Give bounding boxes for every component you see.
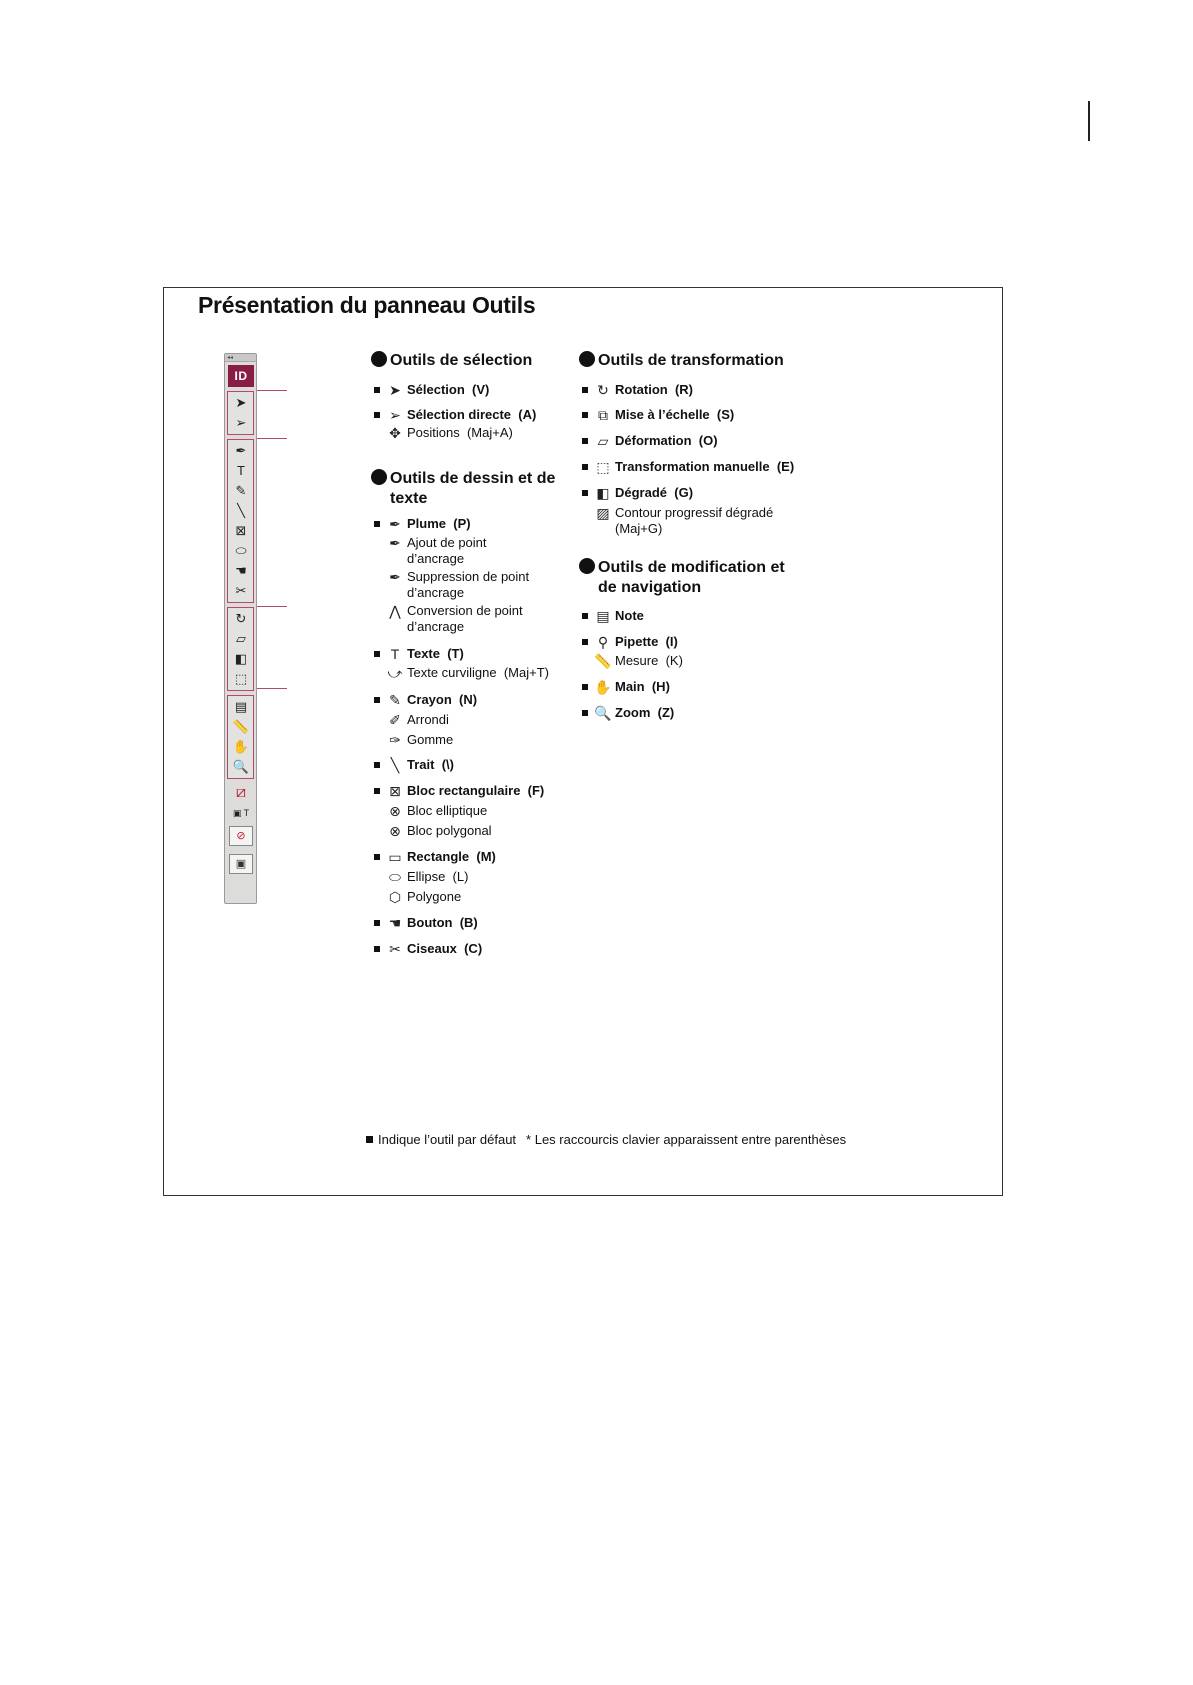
tool-label: Ajout de point [407,535,487,550]
pencil-icon[interactable]: ✎ [235,483,247,498]
default-tool-bullet [374,946,380,952]
pencil-icon: ✎ [389,692,401,708]
tool-shortcut: (Maj+T) [496,665,549,680]
default-tool-bullet [582,684,588,690]
tool-label: Bloc rectangulaire (F) [407,783,545,798]
type-on-path-icon: ⤻ [387,665,403,681]
tool-label: Pipette (I) [615,634,678,649]
tool-shortcut: (V) [464,382,490,397]
shear-icon: ▱ [597,433,609,449]
section-title-transform: Outils de transformation [579,351,784,371]
default-tool-bullet [582,438,588,444]
free-transform-icon[interactable]: ⬚ [234,671,248,686]
tool-label: Contour progressif dégradé [615,505,774,520]
toolbar-group-selection [227,391,254,435]
default-tool-bullet [374,762,380,768]
default-tool-square-icon [366,1136,373,1143]
scissors-icon[interactable]: ✂ [235,583,247,598]
gradient-feather-icon: ▨ [596,505,610,521]
direct-selection-arrow-icon: ➢ [389,407,401,423]
tool-label: Suppression de point [407,569,530,584]
callout-line-selection [257,390,287,391]
tool-label: Bloc elliptique [407,803,488,818]
tool-label: Note [615,608,644,623]
polygon-frame-icon: ⊗ [389,823,401,839]
line-icon[interactable]: ╲ [237,503,245,518]
tools-panel [224,353,257,904]
tools-panel-figure [163,287,1003,1196]
rectangle-icon: ▭ [388,849,402,865]
tool-shortcut: (F) [520,783,545,798]
default-tool-bullet [374,387,380,393]
erase-icon: ✑ [389,732,401,748]
scissors-icon: ✂ [389,941,401,957]
toolbar-group-drawing [227,439,254,603]
tool-shortcut: (O) [691,433,718,448]
tool-label-continued: d’ancrage [407,619,465,634]
default-tool-bullet [582,490,588,496]
callout-line-drawing [257,438,287,439]
free-transform-icon: ⬚ [596,459,610,475]
callout-line-navigation [257,688,287,689]
default-tool-bullet [582,639,588,645]
tool-label: Crayon (N) [407,692,478,707]
measure-icon[interactable]: 📏 [232,719,250,734]
tool-label: Plume (P) [407,516,471,531]
ellipse-icon[interactable]: ⬭ [235,543,247,558]
type-icon: T [390,646,400,662]
rotate-icon[interactable]: ↻ [235,611,247,626]
tool-shortcut: (M) [469,849,496,864]
rotate-icon: ↻ [597,382,609,398]
default-tool-bullet [582,613,588,619]
tool-shortcut: (B) [452,915,478,930]
tool-shortcut: (P) [446,516,471,531]
section-title-navigation: Outils de modification et de navigation [579,558,785,598]
ellipse-icon: ⬭ [389,869,401,885]
figure-title: Présentation du panneau Outils [198,292,536,318]
tool-label: Rotation (R) [615,382,693,397]
tool-label: Texte curviligne (Maj+T) [407,665,549,680]
tool-shortcut: (K) [658,653,683,668]
pen-icon: ✒ [389,516,401,532]
default-tool-bullet [374,788,380,794]
tool-label: Ellipse (L) [407,869,469,884]
tool-label: Ciseaux (C) [407,941,483,956]
eyedropper-icon: ⚲ [597,634,609,650]
legend-footnote: Indique l’outil par défaut * Les raccourcis clavier apparaissent entre parenthèses [366,1132,846,1147]
rectangle-frame-icon: ⊠ [389,783,401,799]
tool-label: Déformation (O) [615,433,718,448]
tool-shortcut: (Maj+A) [459,425,513,440]
button-icon: ☚ [388,915,402,931]
tool-label: Dégradé (G) [615,485,694,500]
screen-mode-icon[interactable]: ▣ [229,854,253,874]
default-tool-bullet [582,710,588,716]
delete-anchor-point-icon: ✒ [389,569,401,585]
zoom-icon: 🔍 [594,705,612,721]
hand-icon[interactable]: ✋ [232,739,250,754]
tool-shortcut: (G) [667,485,694,500]
convert-anchor-point-icon: ⋀ [389,603,401,619]
tool-shortcut: (A) [511,407,537,422]
page-edge-marker [1088,101,1090,141]
tool-label: Rectangle (M) [407,849,496,864]
polygon-icon: ⬡ [388,889,402,905]
section-title-drawing: Outils de dessin et de texte [371,469,555,509]
default-tool-bullet [374,697,380,703]
apply-none-icon[interactable]: ⊘ [229,826,253,846]
section-bullet [579,558,595,574]
default-tool-bullet [374,521,380,527]
tool-shortcut: (Z) [650,705,675,720]
callout-line-transform [257,606,287,607]
tool-label: Bloc polygonal [407,823,492,838]
toolbar-group-transform [227,607,254,691]
tool-shortcut: (E) [769,459,795,474]
section-title-selection: Outils de sélection [371,351,532,371]
default-tool-bullet [374,854,380,860]
tool-shortcut: (R) [667,382,693,397]
position-icon: ✥ [389,425,401,441]
note-icon: ▤ [596,608,610,624]
section-bullet [579,351,595,367]
button-icon[interactable]: ☚ [235,563,247,578]
tool-label: Mise à l’échelle (S) [615,407,735,422]
direct-selection-arrow-icon[interactable]: ➢ [235,415,247,430]
tool-shortcut: (H) [644,679,670,694]
default-tool-bullet [374,651,380,657]
panel-grip[interactable]: ◂◂ [225,354,256,362]
default-tool-bullet [374,920,380,926]
default-tool-bullet [582,412,588,418]
ellipse-frame-icon: ⊗ [389,803,401,819]
tool-label: Mesure (K) [615,653,683,668]
default-tool-bullet [374,412,380,418]
selection-arrow-icon[interactable]: ➤ [235,395,247,410]
tool-label: Polygone [407,889,462,904]
tool-label-continued: d’ancrage [407,551,465,566]
tool-label: Gomme [407,732,454,747]
add-anchor-point-icon: ✒ [389,535,401,551]
tool-label: Bouton (B) [407,915,478,930]
gradient-icon[interactable]: ◧ [234,651,248,666]
shear-icon[interactable]: ▱ [236,631,246,646]
tool-shortcut: (C) [456,941,483,956]
tool-label: Sélection (V) [407,382,490,397]
tool-shortcut: (S) [709,407,735,422]
tool-shortcut: (L) [445,869,469,884]
rectangle-frame-icon[interactable]: ⊠ [235,523,247,538]
measure-icon: 📏 [594,653,612,669]
fill-stroke-icon[interactable]: ⧄ [235,784,247,801]
tool-label: Positions (Maj+A) [407,425,513,440]
section-bullet [371,469,387,485]
scale-icon: ⧉ [598,407,608,423]
tool-shortcut: (T) [440,646,464,661]
smooth-icon: ✐ [389,712,401,728]
tool-label: Main (H) [615,679,670,694]
tool-shortcut: (I) [658,634,678,649]
tool-label: Conversion de point [407,603,523,618]
section-bullet [371,351,387,367]
line-icon: ╲ [390,757,400,773]
default-tool-bullet [582,387,588,393]
formatting-container-icon[interactable]: ▣ T [232,808,250,818]
tool-label: Transformation manuelle (E) [615,459,795,474]
note-icon[interactable]: ▤ [234,699,248,714]
tool-shortcut: (N) [451,692,478,707]
tool-label-continued: d’ancrage [407,585,465,600]
zoom-icon[interactable]: 🔍 [232,759,250,774]
tool-label: Zoom (Z) [615,705,675,720]
gradient-icon: ◧ [596,485,610,501]
toolbar-group-navigation [227,695,254,779]
selection-arrow-icon: ➤ [389,382,401,398]
hand-icon: ✋ [594,679,612,695]
default-tool-bullet [582,464,588,470]
tool-label: Trait (\) [407,757,454,772]
pen-icon[interactable]: ✒ [235,443,247,458]
tool-label: Texte (T) [407,646,464,661]
tool-shortcut: (\) [434,757,454,772]
type-icon[interactable]: T [237,463,245,478]
indesign-logo: ID [228,365,254,387]
tool-label: Arrondi [407,712,449,727]
tool-label: Sélection directe (A) [407,407,537,422]
tool-label-continued: (Maj+G) [615,521,663,536]
